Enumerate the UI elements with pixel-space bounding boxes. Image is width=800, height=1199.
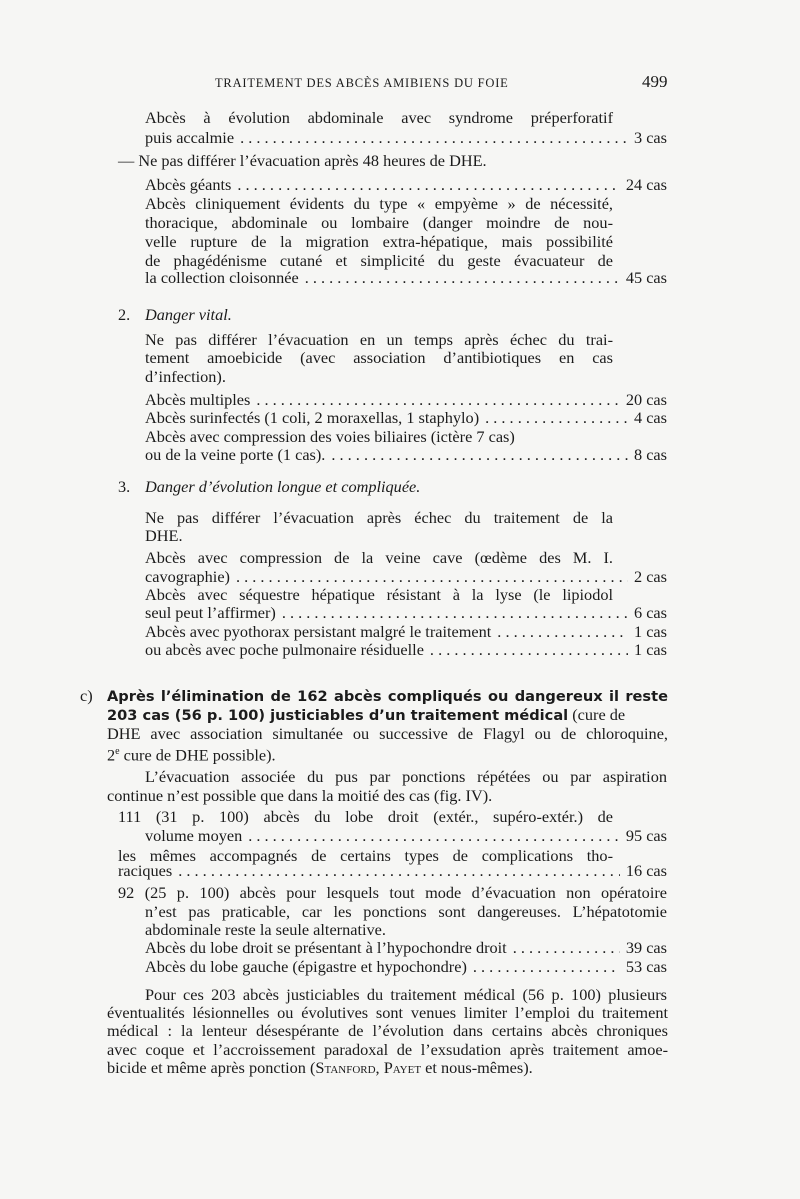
leader-dots (282, 603, 628, 622)
leader-dots (237, 175, 620, 194)
author-name: Stanford (315, 1058, 376, 1077)
text-fragment: , (375, 1058, 384, 1077)
text-line: Abcès cliniquement évidents du type « empyème » de nécessité, (145, 194, 613, 213)
bold-heading-line: Après l’élimination de 162 abcès compliqués ou dangereux il reste (107, 688, 668, 705)
leader-dots (305, 268, 620, 287)
section-number: 3. (118, 477, 131, 496)
section-title: Danger d’évolution longue et compliquée. (145, 477, 421, 496)
item-count: 3 cas (634, 128, 667, 147)
item-count: 45 cas (625, 268, 667, 287)
text-line: n’est pas praticable, car les ponctions sont dangereuses. L’hépatotomie (145, 902, 667, 921)
text-line: d’infection). (145, 367, 226, 386)
list-item (145, 640, 667, 659)
item-label: ou abcès avec poche pulmonaire résiduelle (145, 640, 424, 659)
text-line: continue n’est possible que dans la moitié des cas (fig. IV). (107, 786, 493, 805)
list-item (145, 268, 667, 287)
list-item (145, 128, 667, 147)
leader-dots (248, 826, 620, 845)
author-name: Payet (383, 1058, 422, 1077)
running-title: TRAITEMENT DES ABCÈS AMIBIENS DU FOIE (215, 76, 509, 90)
item-label: volume moyen (145, 826, 243, 845)
item-label: ou de la veine porte (1 cas). (145, 445, 326, 464)
text-line: de phagédénisme cutané et simplicité du geste évacuateur de (145, 251, 613, 270)
item-label: Abcès surinfectés (1 coli, 2 moraxellas, 1 staphylo) (145, 408, 480, 427)
item-label: Abcès du lobe droit se présentant à l’hypochondre droit (145, 938, 507, 957)
item-count: 1 cas (634, 622, 667, 641)
item-count: 4 cas (634, 408, 667, 427)
list-item (118, 861, 667, 880)
section-label: c) (80, 686, 93, 705)
item-count: 2 cas (634, 567, 667, 586)
text-line: thoracique, abdominale ou lombaire (danger moindre de nou- (145, 213, 613, 232)
text-line: Abcès avec compression des voies biliaires (ictère 7 cas) (145, 427, 515, 446)
text-line: 92 (25 p. 100) abcès pour lesquels tout mode d’évacuation non opératoire (118, 883, 667, 902)
text-line: Pour ces 203 abcès justiciables du traitement médical (56 p. 100) plusieurs (145, 985, 667, 1004)
item-label: puis accalmie (145, 128, 235, 147)
text-line: 111 (31 p. 100) abcès du lobe droit (extér., supéro-extér.) de (118, 807, 613, 826)
superscript: e (115, 746, 120, 757)
item-label: seul peut l’affirmer) (145, 603, 276, 622)
item-count: 53 cas (625, 957, 667, 976)
list-item (145, 408, 667, 427)
section-title: Danger vital. (145, 305, 232, 324)
text-fragment: cure de DHE possible). (119, 745, 276, 765)
page-number: 499 (642, 72, 668, 91)
item-label: cavographie) (145, 567, 230, 586)
text-line: DHE. (145, 526, 183, 545)
list-item (145, 957, 667, 976)
bold-heading-line: 203 cas (56 p. 100) justiciables d’un traitement médical (107, 707, 569, 724)
item-count: 8 cas (634, 445, 667, 464)
item-count: 95 cas (625, 826, 667, 845)
text-line: Abcès avec compression de la veine cave (œdème des M. I. (145, 548, 613, 567)
item-label: Abcès géants (145, 175, 232, 194)
text-line (107, 742, 276, 764)
leader-dots (430, 640, 628, 659)
text-line: L’évacuation associée du pus par ponctions répétées ou par aspiration (145, 767, 667, 786)
leader-dots (236, 567, 628, 586)
section-number: 2. (118, 305, 131, 324)
text-line: velle rupture de la migration extra-hépatique, mais possibilité (145, 232, 613, 251)
text-line: Abcès à évolution abdominale avec syndrome préperforatif (145, 108, 613, 127)
item-label: Abcès du lobe gauche (épigastre et hypochondre) (145, 957, 467, 976)
list-item (145, 390, 667, 409)
list-item (145, 826, 667, 845)
list-item (145, 622, 667, 641)
text-line: Abcès avec séquestre hépatique résistant à la lyse (le lipiodol (145, 585, 613, 604)
list-item (145, 603, 667, 622)
item-label: raciques (118, 861, 173, 880)
leader-dots (473, 957, 620, 976)
leader-dots (485, 408, 628, 427)
item-count: 20 cas (625, 390, 667, 409)
item-count: 16 cas (625, 861, 667, 880)
item-count: 39 cas (625, 938, 667, 957)
text-line: les mêmes accompagnés de certains types de complications tho- (118, 846, 613, 865)
text-line: Ne pas différer l’évacuation en un temps après échec du trai- (145, 330, 613, 349)
text-fragment: bicide et même après ponction ( (107, 1058, 316, 1077)
list-item (145, 938, 667, 957)
item-count: 24 cas (625, 175, 667, 194)
text-fragment: 2 (107, 745, 116, 765)
text-line (107, 1058, 533, 1077)
item-count: 1 cas (634, 640, 667, 659)
leader-dots (497, 622, 628, 641)
item-label: Abcès avec pyothorax persistant malgré le traitement (145, 622, 492, 641)
text-line: — Ne pas différer l’évacuation après 48 heures de DHE. (118, 151, 487, 170)
heading-line-2 (107, 705, 625, 725)
text-fragment: et nous-mêmes). (421, 1058, 533, 1077)
text-line: avec coque et l’accroissement paradoxal de l’exsudation après traitement amoe- (107, 1040, 668, 1059)
text-line: médical : la lenteur désespérante de l’évolution dans certains abcès chroniques (107, 1021, 668, 1040)
text-line: DHE avec association simultanée ou successive de Flagyl ou de chloroquine, (107, 724, 668, 743)
text-fragment: (cure de (572, 705, 626, 724)
list-item (145, 175, 667, 194)
text-line: éventualités lésionnelles ou évolutives sont venues limiter l’emploi du traitement (107, 1003, 668, 1022)
list-item (145, 445, 667, 464)
leader-dots (513, 938, 620, 957)
leader-dots (240, 128, 628, 147)
leader-dots (256, 390, 620, 409)
text-line: abdominale reste la seule alternative. (145, 920, 386, 939)
item-count: 6 cas (634, 603, 667, 622)
leader-dots (331, 445, 628, 464)
text-line: Ne pas différer l’évacuation après échec du traitement de la (145, 508, 613, 527)
text-line: tement amoebicide (avec association d’antibiotiques en cas (145, 348, 613, 367)
item-label: Abcès multiples (145, 390, 251, 409)
item-label: la collection cloisonnée (145, 268, 299, 287)
leader-dots (178, 861, 620, 880)
list-item (145, 567, 667, 586)
